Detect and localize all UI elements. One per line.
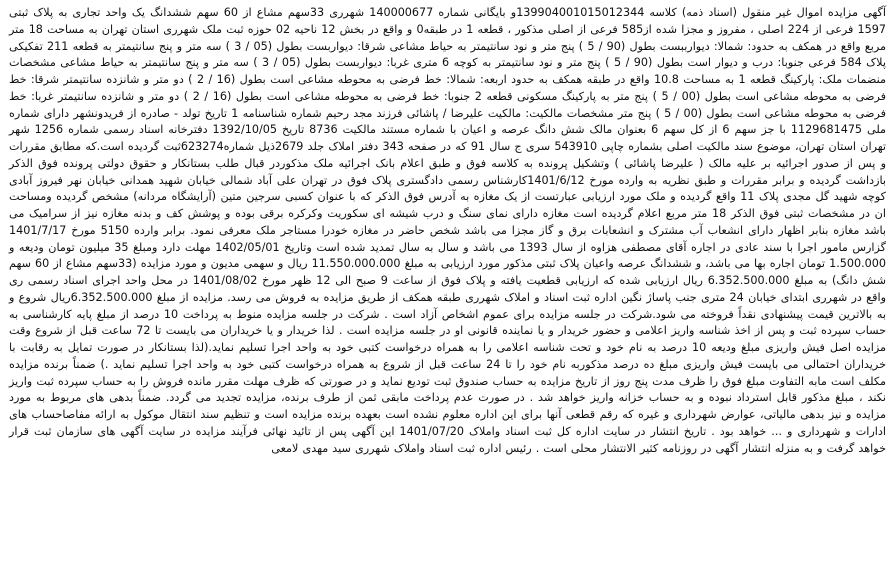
auction-notice-text: آگهی مزایده اموال غیر منقول (اسناد ذمه) کلاسه 139904001015012344و بایگانی شماره 140000677 شهرری 33سهم مشاع از 60 سهم ششدانگ یک واحد تجاری به پلاک ثبتی 1597 فرعی از 224 اصلی ، مفروز و مجزا شده از585 فرعی از اصلی مذکور ، قطعه 1 در طبقه0 و واقع در بخش 12 ناحیه 02 حوزه ثبت ملک شهرری استان تهران به مساحت 18 متر مربع واقع در همکف به حدود: شمالا: دیوارببست بطول (90 / 5 ) پنج متر و نود سانتیمتر به حیاط مشاعی شرقا: دیواربست بطول (05 / 3 ) سه متر و پنج سانتیمتر به قطعه 211 تفکیکی پلاک 584 فرعی جنوبا: درب و دیوار است بطول (90 / 5 ) پنج متر و نود سانتیمتر به کوچه 6 متری غربا: دیواربست بطول (05 / 3 ) سه متر و پنج سانتیمتر به حیاط مشاعی مشخصات منضمات ملک: پارکینگ قطعه 1 به مساحت 10.8 واقع در طبقه همکف به حدود اربعه: شمالا: خط فرضی به محوطه مشاعی است بطول (16 / 2 ) دو متر و شانزده سانتیمتر شرقا: خط فرضی به محوطه مشاعی است بطول (00 / 5 ) پنج متر به پارکینگ مسکونی قطعه 2 جنوبا: خط فرضی به محوطه مشاعی است بطول (16 / 2 ) دو متر و شانزده سانتیمتر غربا: خط فرضی به محوطه مشاعی است بطول (00 / 5 ) پنج متر مشخصات مالکیت: مالکیت علیرضا / پاشائی فرزند مجد رحیم شماره شناسنامه 1 تاریخ تولد - صادره از فریدونشهر دارای شماره ملی 1129681475 با جز سهم 6 از کل سهم 6 بعنوان مالک شش دانگ عرصه و اعیان با شماره مستند مالکیت 8736 تاریخ 1392/10/05 دفترخانه اسناد رسمی شماره 1256 شهر تهران استان تهران، موضوع سند مالکیت اصلی بشماره چاپی 543910 سری ج سال 91 که در صفحه 343 دفتر املاک جلد 2679ذیل شماره623274ثبت گردیده است.که مطابق مقررات و پس از صدور اجرائیه بر علیه مالک ( علیرضا پاشائی ) وتشکیل پرونده به کلاسه فوق و طبق اعلام بانک اجرائیه ملک مذکوردر قبال طلب بستانکار و حقوق دولتی پرونده فوق الذکر بازداشت گردیده و برابر مقررات و طبق نظریه به وارده مورخ 1401/6/12کارشناس رسمی دادگستری پلاک فوق در تهران علی آباد شمالی خیابان شهید همدانی خیابان نهر فیروز آبادی کوچه شهید گل مجدی پلاک 11 واقع گردیده و ملک مورد ارزیابی عبارتست از یک مغازه به آدرس فوق الذکر که با عنوان کسبی سرجین متین (آرایشگاه مردانه) مشخص گردیده ومساحت ان در مشخصات ثبتی فوق الذکر 18 متر مربع اعلام گردیده است مغازه دارای نمای سنگ و درب شیشه ای سکوریت وکرکره برقی بوده و پوشش کف و بدنه مغازه نیز از سرامیک می باشد مغازه بنابر اظهار دارای انشعاب آب مشترک و انشعابات برق و گاز مجزا می باشد شخص حاضر در مغازه خودرا مستاجر ملک معرفی نمود. برابر وارده 5150 مورخ 1401/7/17 گزارس مامور اجرا با سند عادی در اجاره آقای مصطفی هزاوه از سال 1393 می باشد و سال به سال تمدید شده است وتاریخ 1402/05/01 مهلت دارد ومبلغ 35 میلیون تومان ودیعه و 1.500.000 تومان اجاره بها می باشد، و ششدانگ عرصه واعیان پلاک ثبتی مذکور مورد ارزیابی به مبلغ 11.550.000.000 ریال و سهمی مدیون و مورد مزایده (33سهم مشاع از 60 سهم شش دانگ) به مبلغ 6.352.500.000 ریال ارزیابی شده که ارزیابی قطعیت یافته و پلاک فوق از ساعت 9 صبح الی 12 ظهر مورخ 1401/08/02 در محل واحد اجرای اسناد رسمی ری واقع در شهرری ابتدای خیابان 24 متری جنب پاساژ نگین اداره ثبت اسناد و املاک شهرری طبقه همکف از طریق مزایده به فروش می رسد. مزایده از مبلغ 6.352.500.000ریال شروع و به بالاترین قیمت پیشنهادی نقداً فروخته می شود.شرکت در جلسه مزایده برای عموم اشخاص آزاد است . شرکت در جلسه مزایده منوط به پرداخت 10 درصد از مبلغ پایه کارشناسی به حساب سپرده ثبت و پس از اخذ شناسه واریز اعلامی و حضور خریدار و یا نماینده قانونی او در جلسه مزایده است . لذا خریدار و یا خریداران می بایست تا 72 ساعت قبل از شروع وقت مزایده اصل فیش واریزی مبلغ ودیعه 10 درصد به نام خود و تحت شناسه اعلامی را به همراه درخواست کتبی خود به واحد اجرا تسلیم نماید.(لذا بستانکار در صورت تمایل به رقابت با خریداران احتمالی می بایست فیش واریزی مبلغ ده درصد مذکوربه نام خود را تا 24 ساعت قبل از شروع به همراه درخواست کتبی خود به واحد اجرا تسلیم نماید .) ضمناً برنده مزایده مکلف است مابه التفاوت مبلغ فوق را ظرف مدت پنج روز از تاریخ مزایده به حساب صندوق ثبت تودیع نماید و در صورتی که ظرف مهلت مقرر مانده فروش را به حساب سپرده ثبت واریز نکند ، مبلغ مذکور قابل استرداد نبوده و به حساب خزانه واریز خواهد شد . در صورت عدم پرداخت مابقی ثمن از طرف برنده، مزایده تجدید می گردد. ضمناً بدهی های مربوط به مورد مزایده و نیز بدهی مالیاتی، عوارض شهرداری و غیره که رقم قطعی آنها برای این اداره معلوم نشده است بعهده برنده مزایده است و تنظیم سند انتقال موکول به ارائه مفاصاحساب های ادارات و شهرداری و ... خواهد بود . تاریخ انتشار در سایت اداره کل ثبت اسناد واملاک 1401/07/20 این آگهی پس از تائید نهائی فرآیند مزایده در سایت آگهی های سازمان ثبت قرار خواهد گرفت و به منزله انتشار آگهی در روزنامه کثیر الانتشار محلی است . رئیس اداره ثبت اسناد واملاک شهرری سید مهدی لامعی xyxy=(9,6,887,455)
